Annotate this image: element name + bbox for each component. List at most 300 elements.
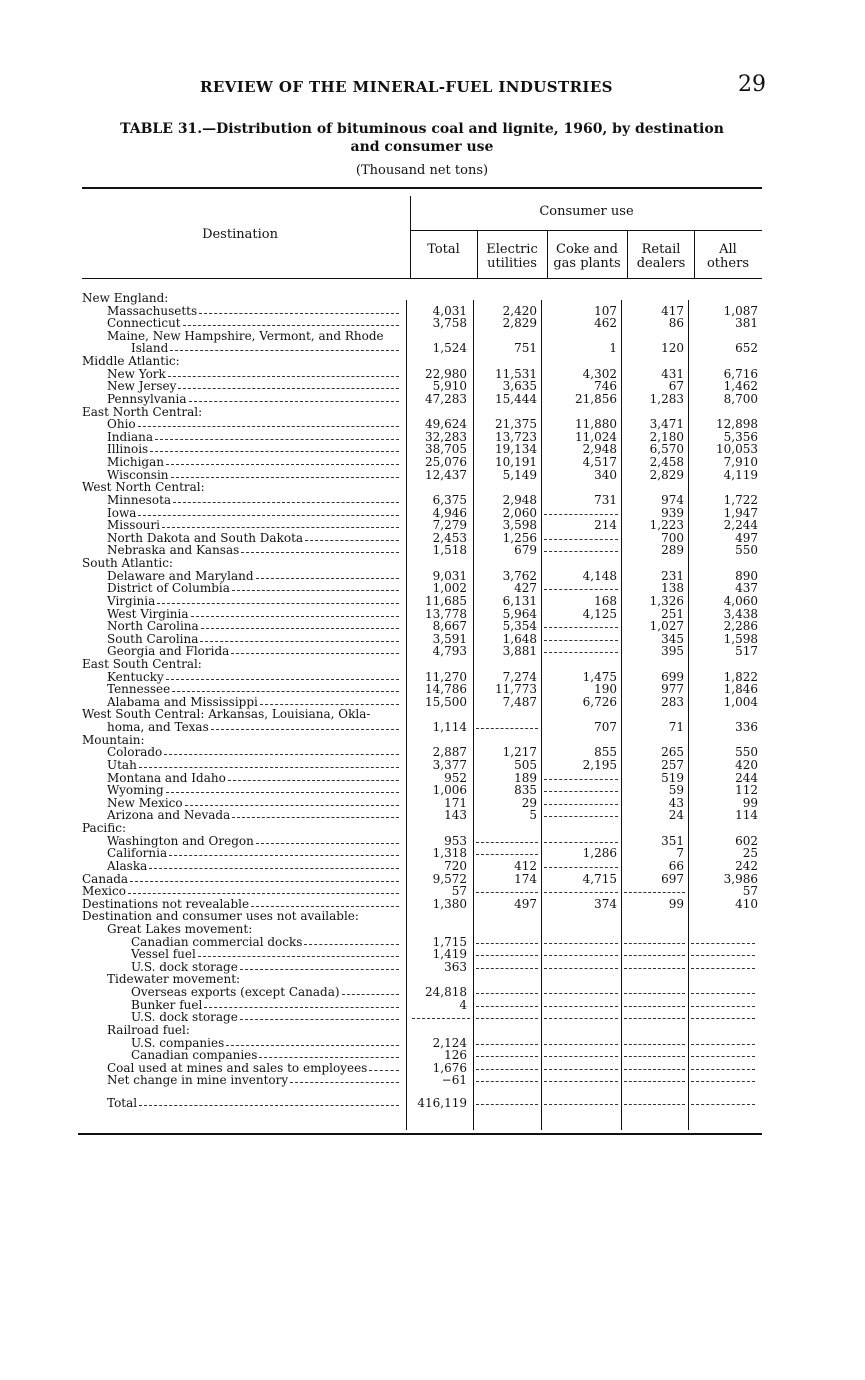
leader-dots [305,532,399,541]
table-cell: 3,986 [723,871,758,886]
row-label-text: Tidewater movement: [107,972,241,987]
table-cell: 2,060 [502,505,537,520]
table-cell: 32,283 [425,429,467,444]
table-cell: 1,475 [582,669,617,684]
row-label-text: Vessel fuel [131,947,196,962]
table-cell: 5 [529,808,537,823]
table-cell: 1,006 [432,783,467,798]
table-cell: 4,119 [723,467,758,482]
table-cell: 4,715 [582,871,617,886]
row-label-text: Canadian commercial docks [131,934,303,949]
running-title: REVIEW OF THE MINERAL-FUEL INDUSTRIES [200,78,613,96]
table-row [0,456,865,469]
row-label-text: Pennsylvania [107,391,187,406]
table-cell: 8,700 [723,391,758,406]
table-cell: 1,326 [649,593,684,608]
column-divider [547,230,548,278]
row-label-text: Coal used at mines and sales to employees [107,1060,368,1075]
table-cell: 550 [735,543,758,558]
empty-cell-dash [544,620,618,628]
table-row [0,948,865,961]
table-group-row [0,822,865,835]
table-cell: 7 [676,846,684,861]
empty-cell-dash [691,1049,755,1057]
leader-dots [251,898,399,907]
table-cell: 1,947 [723,505,758,520]
table-cell: 6,726 [582,694,617,709]
empty-cell-dash [544,986,618,994]
table-title-line-1: TABLE 31.—Distribution of bituminous coal and lignite, 1960, by destination [120,121,724,137]
table-cell: 71 [668,720,684,735]
row-label-text: Nebraska and Kansas [107,543,240,558]
table-row [0,683,865,696]
empty-cell-dash [544,1074,618,1082]
table-cell: 505 [514,757,537,772]
table-cell: 3,598 [502,518,537,533]
empty-cell-dash [691,1074,755,1082]
row-label-text: New Jersey [107,379,177,394]
col-header-coke-gas-plants: Coke and gas plants [553,242,621,271]
table-cell: 2,829 [649,467,684,482]
table-cell: 3,471 [649,417,684,432]
table-cell: 5,964 [502,606,537,621]
empty-cell-dash [544,532,618,540]
table-cell: 746 [594,379,617,394]
leader-dots [226,1037,399,1046]
table-cell: 2,453 [432,530,467,545]
table-cell: 11,880 [575,417,617,432]
row-label-text: Minnesota [107,492,172,507]
table-cell: 9,031 [432,568,467,583]
row-label-text: Mexico [82,884,126,899]
row-label-text: U.S. dock storage [131,959,238,974]
table-cell: 4,031 [432,303,467,318]
table-cell: 2,124 [432,1035,467,1050]
empty-cell-dash [476,835,538,843]
table-cell: 2,829 [502,316,537,331]
row-label-text: Canada [82,871,129,886]
row-label-text: Utah [107,757,137,772]
row-label-text: Wisconsin [107,467,169,482]
table-cell: 1,822 [723,669,758,684]
table-cell: 11,773 [495,682,537,697]
row-label-text: U.S. companies [131,1035,225,1050]
empty-cell-dash [544,999,618,1007]
table-cell: 12,437 [425,467,467,482]
empty-cell-dash [544,1062,618,1070]
empty-cell-dash [476,721,538,729]
row-label [82,557,173,570]
table-cell: 2,948 [502,492,537,507]
table-cell: 2,420 [502,303,537,318]
table-cell: 697 [661,871,684,886]
table-cell: 120 [661,341,684,356]
table-cell: 5,149 [502,467,537,482]
empty-cell-dash [476,999,538,1007]
table-total-row [0,1097,865,1110]
table-row [0,1074,865,1087]
empty-cell-dash [691,936,755,944]
table-cell: 47,283 [425,391,467,406]
empty-cell-dash [544,784,618,792]
leader-dots [162,519,399,528]
row-label [107,418,402,431]
table-cell: 720 [444,858,467,873]
table-cell: 189 [514,770,537,785]
row-label [82,873,402,886]
destination-column-header: Destination [202,227,278,242]
empty-cell-dash [544,1049,618,1057]
table-cell: 13,778 [425,606,467,621]
table-cell: 171 [444,795,467,810]
empty-cell-dash [476,1074,538,1082]
row-label [107,746,402,759]
table-cell: 7,487 [502,694,537,709]
table-row [0,595,865,608]
row-label-text: Net change in mine inventory [107,1073,289,1088]
row-label [107,860,402,873]
row-label-text: East North Central: [82,404,203,419]
table-cell: 340 [594,467,617,482]
table-cell: 257 [661,757,684,772]
table-cell: 431 [661,366,684,381]
row-label-text: South Atlantic: [82,556,173,571]
table-cell: 7,274 [502,669,537,684]
leader-dots [201,620,399,629]
leader-dots [178,380,399,389]
row-label [82,885,402,898]
table-cell: 66 [668,858,684,873]
leader-dots [183,317,399,326]
row-label-text: Alabama and Mississippi [107,694,258,709]
leader-dots [171,469,399,478]
table-row [0,885,865,898]
bottom-rule [78,1133,762,1135]
table-cell: 59 [668,783,684,798]
row-label-text: Middle Atlantic: [82,354,180,369]
leader-dots [164,746,399,755]
table-cell: 25 [742,846,758,861]
row-label [131,1049,402,1062]
table-cell: 143 [444,808,467,823]
table-cell: 49,624 [425,417,467,432]
table-cell: −61 [441,1073,467,1088]
row-label [107,456,402,469]
table-cell: 251 [661,606,684,621]
row-label [107,847,402,860]
empty-cell-dash [544,772,618,780]
table-cell: 190 [594,682,617,697]
table-cell: 5,910 [432,379,467,394]
table-row [0,999,865,1012]
table-cell: 1,518 [432,543,467,558]
table-group-row [0,557,865,570]
table-cell: 1,318 [432,846,467,861]
row-label-text: Indiana [107,429,154,444]
empty-cell-dash [691,999,755,1007]
table-cell: 2,458 [649,455,684,470]
leader-dots [199,305,399,314]
empty-cell-dash [476,885,538,893]
table-cell: 19,134 [495,442,537,457]
table-cell: 1,002 [432,581,467,596]
table-cell: 5,354 [502,619,537,634]
leader-dots [139,1097,399,1106]
table-cell: 679 [514,543,537,558]
empty-cell-dash [624,1062,685,1070]
table-row [0,784,865,797]
row-label-text: Destination and consumer uses not available: [82,909,359,924]
leader-dots [157,595,399,604]
table-row [0,860,865,873]
table-row [0,1037,865,1050]
table-cell: 1,722 [723,492,758,507]
table-row [0,873,865,886]
row-label-text: Canadian companies [131,1048,258,1063]
table-cell: 977 [661,682,684,697]
table-group-row [0,292,865,305]
row-label-text: West North Central: [82,480,205,495]
empty-cell-dash [412,1011,470,1019]
empty-cell-dash [624,961,685,969]
empty-cell-dash [544,936,618,944]
table-cell: 417 [661,303,684,318]
row-label-text: District of Columbia [107,581,230,596]
leader-dots [232,809,399,818]
table-row [0,494,865,507]
table-cell: 21,375 [495,417,537,432]
empty-cell-dash [544,1011,618,1019]
table-cell: 138 [661,581,684,596]
table-cell: 1,114 [432,720,467,735]
row-label-text: East South Central: [82,656,202,671]
table-cell: 24 [668,808,684,823]
empty-cell-dash [544,633,618,641]
row-label-text: Great Lakes movement: [107,922,253,936]
table-cell: 1,283 [649,391,684,406]
table-cell: 1,217 [502,745,537,760]
row-label [107,595,402,608]
leader-dots [185,797,399,806]
table-cell: 412 [514,858,537,873]
leader-dots [259,1049,399,1058]
leader-dots [260,696,399,705]
row-label [131,986,402,999]
table-cell: 107 [594,303,617,318]
table-cell: 12,898 [716,417,758,432]
table-cell: 283 [661,694,684,709]
table-cell: 707 [594,720,617,735]
table-cell: 2,180 [649,429,684,444]
table-cell: 86 [668,316,684,331]
leader-dots [130,873,399,882]
table-cell: 57 [742,884,758,899]
table-cell: 497 [735,530,758,545]
table-cell: 517 [735,644,758,659]
table-cell: 3,591 [432,631,467,646]
table-cell: 168 [594,593,617,608]
table-row [0,582,865,595]
column-divider [477,230,478,278]
empty-cell-dash [624,986,685,994]
table-cell: 890 [735,568,758,583]
table-cell: 1,087 [723,303,758,318]
row-label-text: Railroad fuel: [107,1022,190,1037]
table-cell: 3,881 [502,644,537,659]
table-cell: 2,887 [432,745,467,760]
table-cell: 67 [668,379,684,394]
table-cell: 731 [594,492,617,507]
table-group-row [0,355,865,368]
row-label-text: Pacific: [82,821,127,836]
leader-dots [173,494,399,503]
table-cell: 214 [594,518,617,533]
leader-dots [204,999,399,1008]
empty-cell-dash [544,1097,618,1105]
table-cell: 4,148 [582,568,617,583]
empty-cell-dash [476,1049,538,1057]
row-label-text: Massachusetts [107,303,198,318]
leader-dots [211,721,399,730]
table-cell: 99 [668,896,684,911]
table-cell: 2,195 [582,757,617,772]
table-cell: 953 [444,833,467,848]
table-cell: 3,438 [723,606,758,621]
empty-cell-dash [476,1097,538,1105]
leader-dots [149,860,399,869]
table-cell: 6,716 [723,366,758,381]
row-label-text: Iowa [107,505,137,520]
table-cell: 9,572 [432,871,467,886]
row-label [82,406,202,419]
table-row [0,519,865,532]
row-label-text: Overseas exports (except Canada) [131,985,340,1000]
empty-cell-dash [476,948,538,956]
leader-dots [172,683,399,692]
table-row [0,418,865,431]
table-cell: 1,715 [432,934,467,949]
row-label [82,355,180,368]
table-cell: 462 [594,316,617,331]
table-row [0,721,865,734]
table-cell: 3,635 [502,379,537,394]
row-label-text: Ohio [107,417,136,432]
table-cell: 1,846 [723,682,758,697]
table-cell: 395 [661,644,684,659]
table-cell: 2,948 [582,442,617,457]
table-cell: 1,648 [502,631,537,646]
table-cell: 6,570 [649,442,684,457]
table-cell: 1,004 [723,694,758,709]
table-cell: 174 [514,871,537,886]
empty-cell-dash [476,986,538,994]
empty-cell-dash [544,961,618,969]
empty-cell-dash [624,936,685,944]
table-cell: 2,286 [723,619,758,634]
leader-dots [189,393,399,402]
row-label-text: Colorado [107,745,163,760]
row-label [107,582,402,595]
empty-cell-dash [624,999,685,1007]
row-label-text: Destinations not revealable [82,896,250,911]
table-cell: 11,531 [495,366,537,381]
empty-cell-dash [544,1037,618,1045]
table-cell: 1,256 [502,530,537,545]
table-cell: 43 [668,795,684,810]
empty-cell-dash [624,1037,685,1045]
row-label-text: Total [107,1096,138,1111]
table-cell: 345 [661,631,684,646]
table-cell: 7,910 [723,455,758,470]
col-header-retail-dealers: Retail dealers [636,242,686,271]
row-label [107,1024,190,1037]
leader-dots [150,443,399,452]
col-header-total: Total [427,242,460,257]
table-cell: 3,758 [432,316,467,331]
table-title-line-2: and consumer use [350,139,494,155]
leader-dots [139,759,399,768]
row-label-text: South Carolina [107,631,199,646]
table-cell: 21,856 [575,391,617,406]
table-cell: 427 [514,581,537,596]
leader-dots [200,633,399,642]
consumer-use-header: Consumer use [539,204,634,219]
page-number: 29 [738,72,766,97]
table-cell: 751 [514,341,537,356]
table-cell: 974 [661,492,684,507]
row-label [107,1097,402,1110]
table-cell: 939 [661,505,684,520]
table-cell: 6,375 [432,492,467,507]
table-cell: 1,462 [723,379,758,394]
empty-cell-dash [624,1049,685,1057]
table-row [0,986,865,999]
table-cell: 6,131 [502,593,537,608]
leader-dots [231,645,399,654]
row-label-text: Washington and Oregon [107,833,254,848]
row-label-text: Arizona and Nevada [107,808,231,823]
row-label-text: New Mexico [107,795,183,810]
table-cell: 437 [735,581,758,596]
table-cell: 602 [735,833,758,848]
row-label-text: Bunker fuel [131,997,203,1012]
leader-dots [198,948,399,957]
table-cell: 22,980 [425,366,467,381]
table-cell: 289 [661,543,684,558]
row-label-text: Alaska [107,858,148,873]
row-label-text: New England: [82,291,169,305]
table-cell: 336 [735,720,758,735]
empty-cell-dash [476,961,538,969]
table-cell: 7,279 [432,518,467,533]
leader-dots [290,1074,399,1083]
table-cell: 126 [444,1048,467,1063]
empty-cell-dash [624,1097,685,1105]
row-label [82,292,168,305]
row-label-text: Virginia [107,593,156,608]
leader-dots [241,544,399,553]
table-cell: 351 [661,833,684,848]
row-label [107,683,402,696]
table-cell: 3,377 [432,757,467,772]
row-label-text: homa, and Texas [107,720,209,735]
empty-cell-dash [691,1011,755,1019]
empty-cell-dash [476,936,538,944]
leader-dots [168,368,399,377]
table-cell: 4,060 [723,593,758,608]
leader-dots [369,1062,399,1071]
row-label [107,1074,402,1087]
